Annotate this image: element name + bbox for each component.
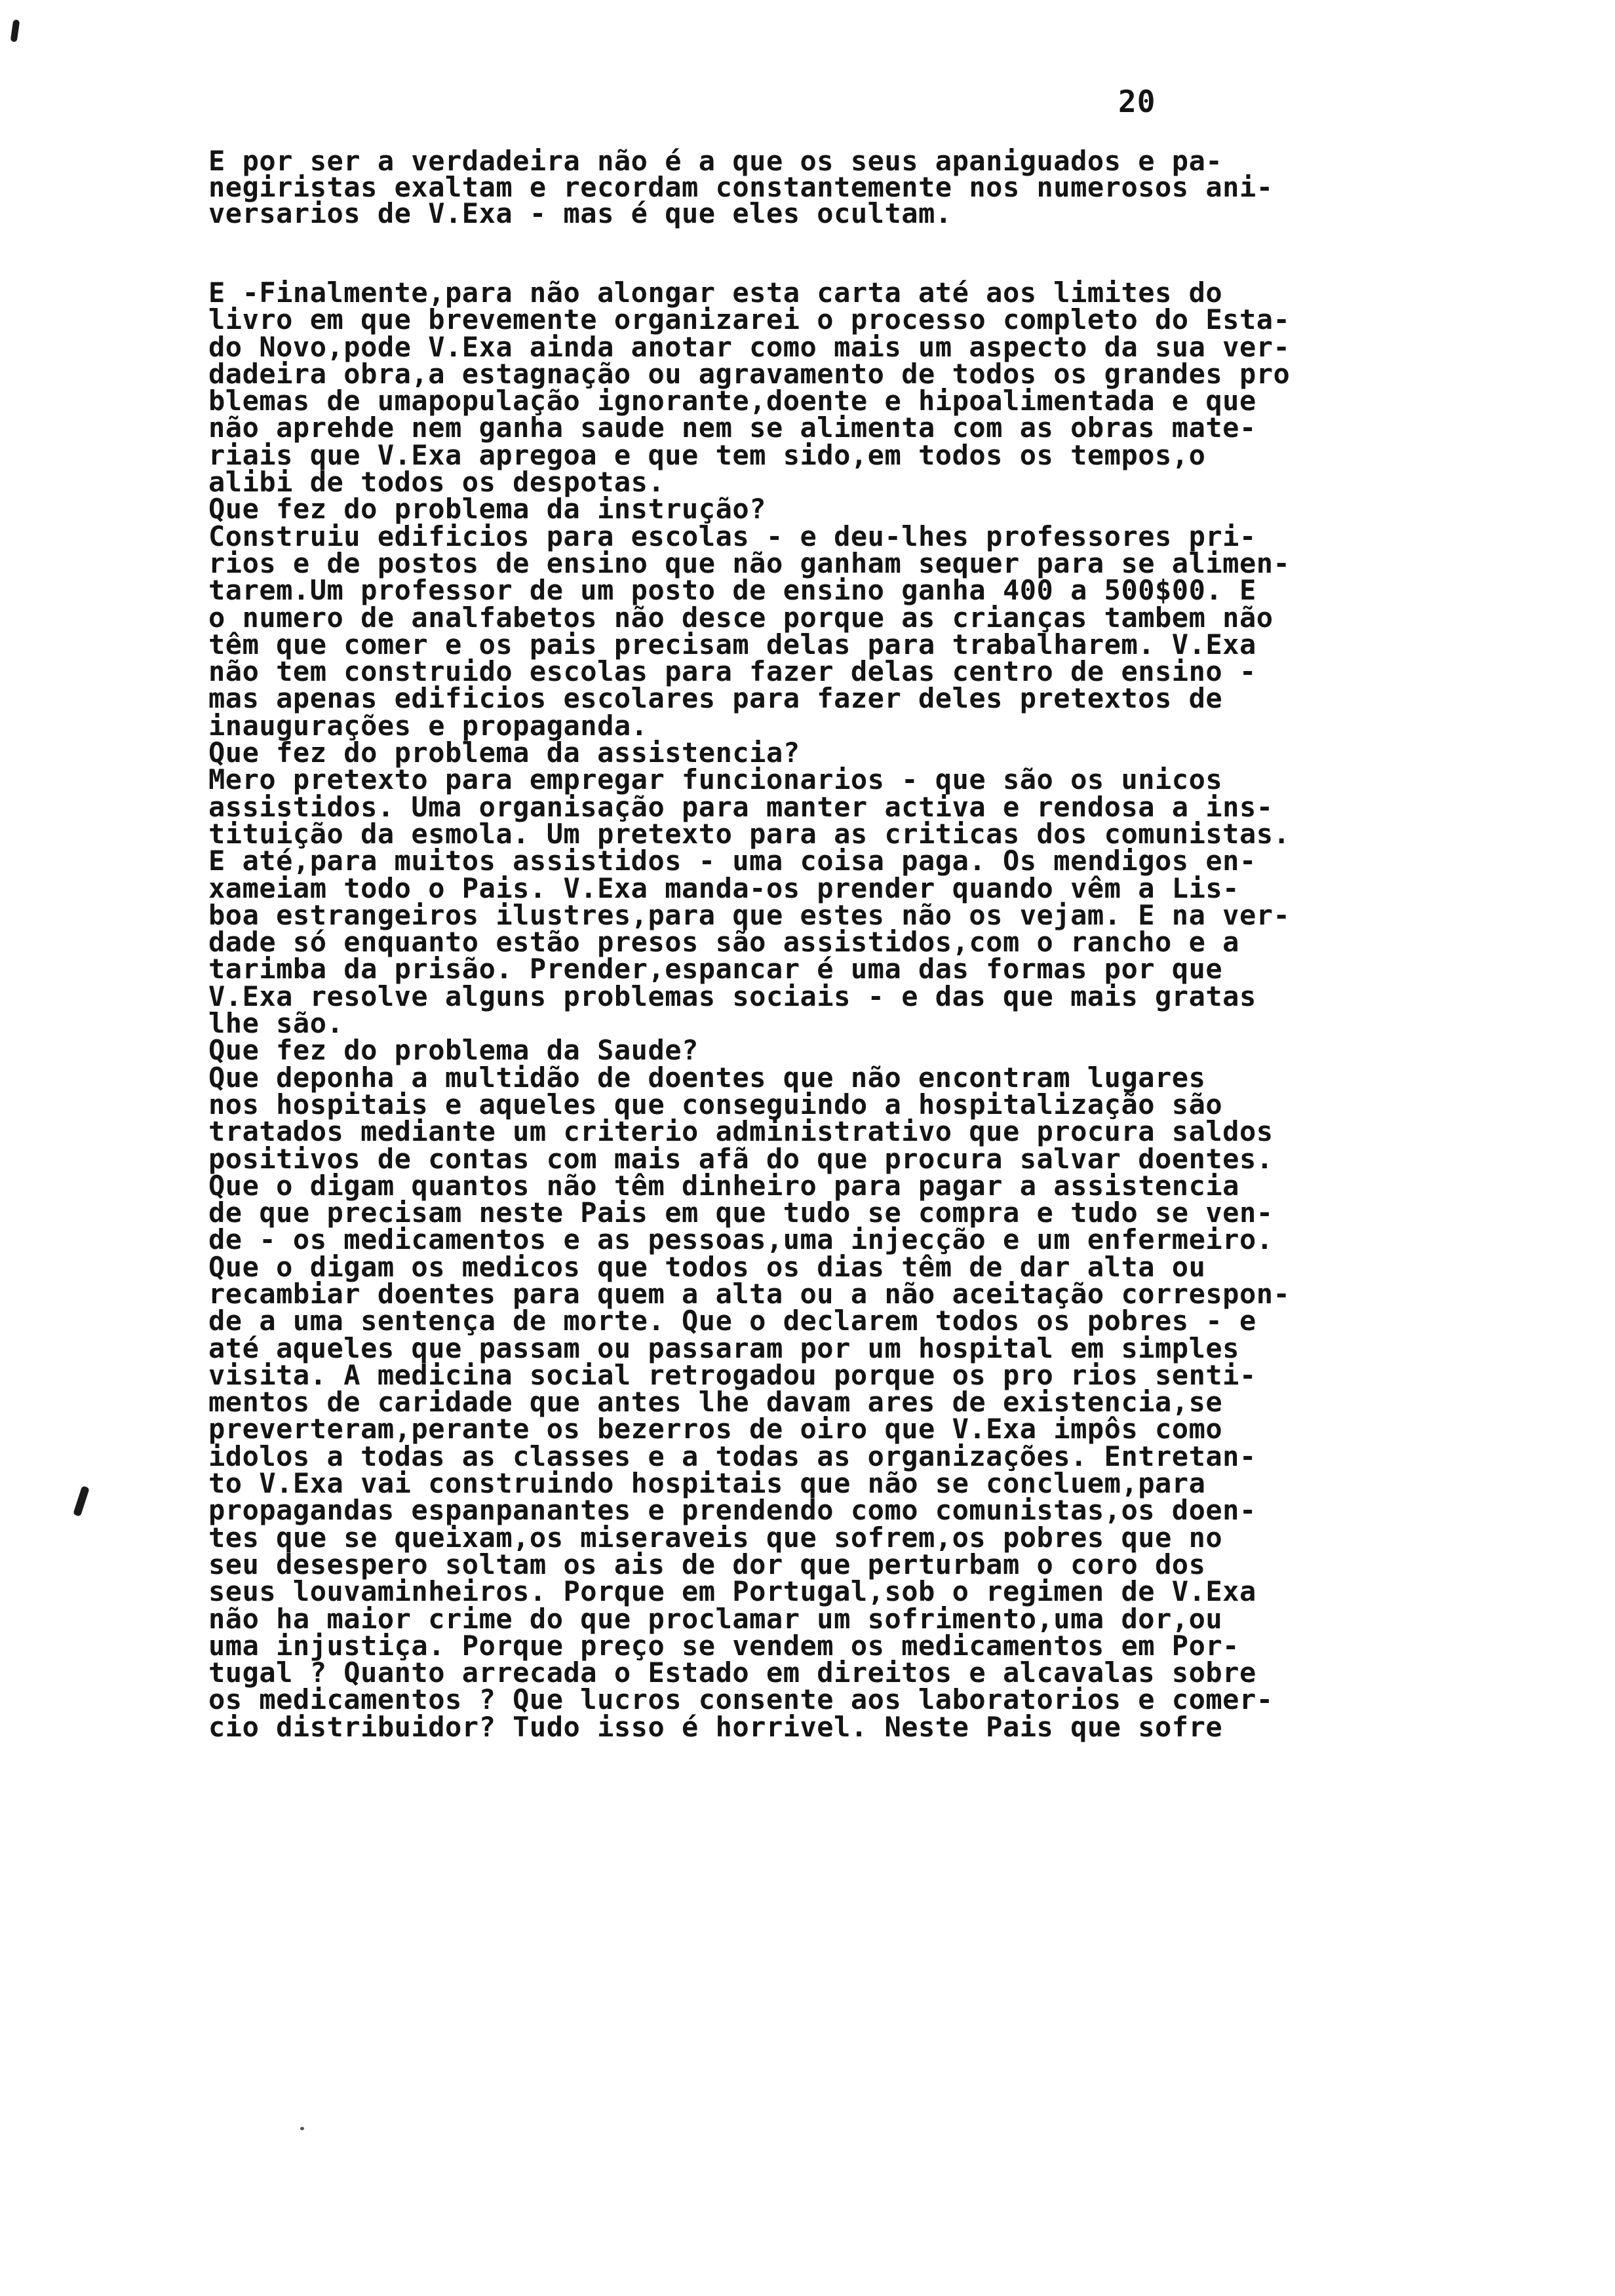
text-line: de - os medicamentos e as pessoas,uma injecção e um enfermeiro. <box>208 1223 1274 1256</box>
text-line: de que precisam neste Pais em que tudo se compra e tudo se ven- <box>208 1196 1274 1229</box>
text-line: E -Finalmente,para não alongar esta carta até aos limites do <box>208 277 1223 309</box>
section-question: Que fez do problema da assistencia? <box>208 737 800 769</box>
text-line: têm que comer e os pais precisam delas para trabalharem. V.Exa <box>208 628 1256 660</box>
text-line: tarem.Um professor de um posto de ensino ganha 400 a 500$00. E <box>208 574 1256 607</box>
margin-ink-mark <box>73 1485 90 1516</box>
text-line: tugal ? Quanto arrecada o Estado em direitos e alcavalas sobre <box>208 1656 1256 1689</box>
text-line: V.Exa resolve alguns problemas sociais - e das que mais gratas <box>208 980 1256 1012</box>
margin-ink-dot <box>300 2127 304 2130</box>
text-line: positivos de contas com mais afã do que procura salvar doentes. <box>208 1142 1274 1175</box>
text-line: não tem construido escolas para fazer delas centro de ensino - <box>208 655 1256 688</box>
text-line: de a uma sentença de morte. Que o declarem todos os pobres - e <box>208 1305 1256 1337</box>
text-line: tituição da esmola. Um pretexto para as criticas dos comunistas. <box>208 817 1291 850</box>
paragraph-1 <box>208 145 1454 229</box>
text-line: mentos de caridade que antes lhe davam ares de existencia,se <box>208 1386 1223 1419</box>
text-line: boa estrangeiros ilustres,para que estes não os vejam. E na ver- <box>208 898 1291 931</box>
text-line: seus louvaminheiros. Porque em Portugal,sob o regimen de V.Exa <box>208 1575 1256 1608</box>
text-line: os medicamentos ? Que lucros consente aos laboratorios e comer- <box>208 1683 1274 1716</box>
text-line: preverteram,perante os bezerros de oiro que V.Exa impôs como <box>208 1413 1223 1445</box>
margin-ink-mark <box>10 19 20 42</box>
text-line: Que deponha a multidão de doentes que não encontram lugares <box>208 1061 1206 1094</box>
text-line: inaugurações e propaganda. <box>208 709 648 742</box>
text-line: o numero de analfabetos não desce porque as crianças tambem não <box>208 601 1274 634</box>
text-line: cio distribuidor? Tudo isso é horrivel. Neste Pais que sofre <box>208 1710 1223 1743</box>
paragraph-2 <box>208 277 1454 1743</box>
text-line: to V.Exa vai construindo hospitais que não se concluem,para <box>208 1467 1206 1500</box>
text-line: Que o digam quantos não têm dinheiro para pagar a assistencia <box>208 1169 1239 1202</box>
text-line: Construiu edificios para escolas - e deu-lhes professores pri- <box>208 520 1256 552</box>
section-question: Que fez do problema da Saude? <box>208 1034 699 1067</box>
text-line: alibi de todos os despotas. <box>208 466 665 499</box>
text-line: E até,para muitos assistidos - uma coisa paga. Os mendigos en- <box>208 845 1256 877</box>
text-line: nos hospitais e aqueles que conseguindo a hospitalização são <box>208 1088 1223 1120</box>
text-line: uma injustiça. Porque preço se vendem os medicamentos em Por- <box>208 1629 1239 1662</box>
text-line: não ha maior crime do que proclamar um sofrimento,uma dor,ou <box>208 1602 1223 1635</box>
text-line: mas apenas edificios escolares para fazer deles pretextos de <box>208 682 1223 715</box>
text-line: livro em que brevemente organizarei o processo completo do Esta- <box>208 303 1291 336</box>
text-line: E por ser a verdadeira não é a que os seus apaniguados e pa- <box>208 145 1223 177</box>
text-line: do Novo,pode V.Exa ainda anotar como mais um aspecto da sua ver- <box>208 330 1291 363</box>
text-line: tratados mediante um criterio administrativo que procura saldos <box>208 1115 1274 1148</box>
text-line: lhe são. <box>208 1007 344 1040</box>
text-line: blemas de umapopulação ignorante,doente e hipoalimentada e que <box>208 385 1256 417</box>
text-line: seu desespero soltam os ais de dor que perturbam o coro dos <box>208 1548 1206 1580</box>
text-line: assistidos. Uma organisação para manter activa e rendosa a ins- <box>208 790 1274 823</box>
text-line: xameiam todo o Pais. V.Exa manda-os prender quando vêm a Lis- <box>208 871 1239 904</box>
page-number: 20 <box>1118 84 1156 119</box>
text-line: tarimba da prisão. Prender,espancar é uma das formas por que <box>208 953 1223 985</box>
text-line: rios e de postos de ensino que não ganham sequer para se alimen- <box>208 546 1291 579</box>
text-line: não aprehde nem ganha saude nem se alimenta com as obras mate- <box>208 411 1256 444</box>
text-line: até aqueles que passam ou passaram por um hospital em simples <box>208 1331 1239 1364</box>
text-line: riais que V.Exa apregoa e que tem sido,em todos os tempos,o <box>208 438 1206 471</box>
text-line: dade só enquanto estão presos são assistidos,com o rancho e a <box>208 926 1239 959</box>
section-question: Que fez do problema da instrução? <box>208 493 766 526</box>
text-line: versarios de V.Exa - mas é que eles ocultam. <box>208 197 952 229</box>
text-line: dadeira obra,a estagnação ou agravamento de todos os grandes pro <box>208 357 1291 390</box>
text-line: recambiar doentes para quem a alta ou a não aceitação correspon- <box>208 1277 1291 1310</box>
text-line: Que o digam os medicos que todos os dias têm de dar alta ou <box>208 1250 1206 1283</box>
text-line: Mero pretexto para empregar funcionarios - que são os unicos <box>208 763 1223 796</box>
text-line: idolos a todas as classes e a todas as organizações. Entretan- <box>208 1440 1256 1472</box>
text-line: tes que se queixam,os miseraveis que sofrem,os pobres que no <box>208 1521 1223 1554</box>
text-line: visita. A medicina social retrogadou porque os pro rios senti- <box>208 1358 1256 1391</box>
text-line: propagandas espanpanantes e prendendo como comunistas,os doen- <box>208 1494 1256 1527</box>
text-line: negiristas exaltam e recordam constantemente nos numerosos ani- <box>208 171 1274 203</box>
